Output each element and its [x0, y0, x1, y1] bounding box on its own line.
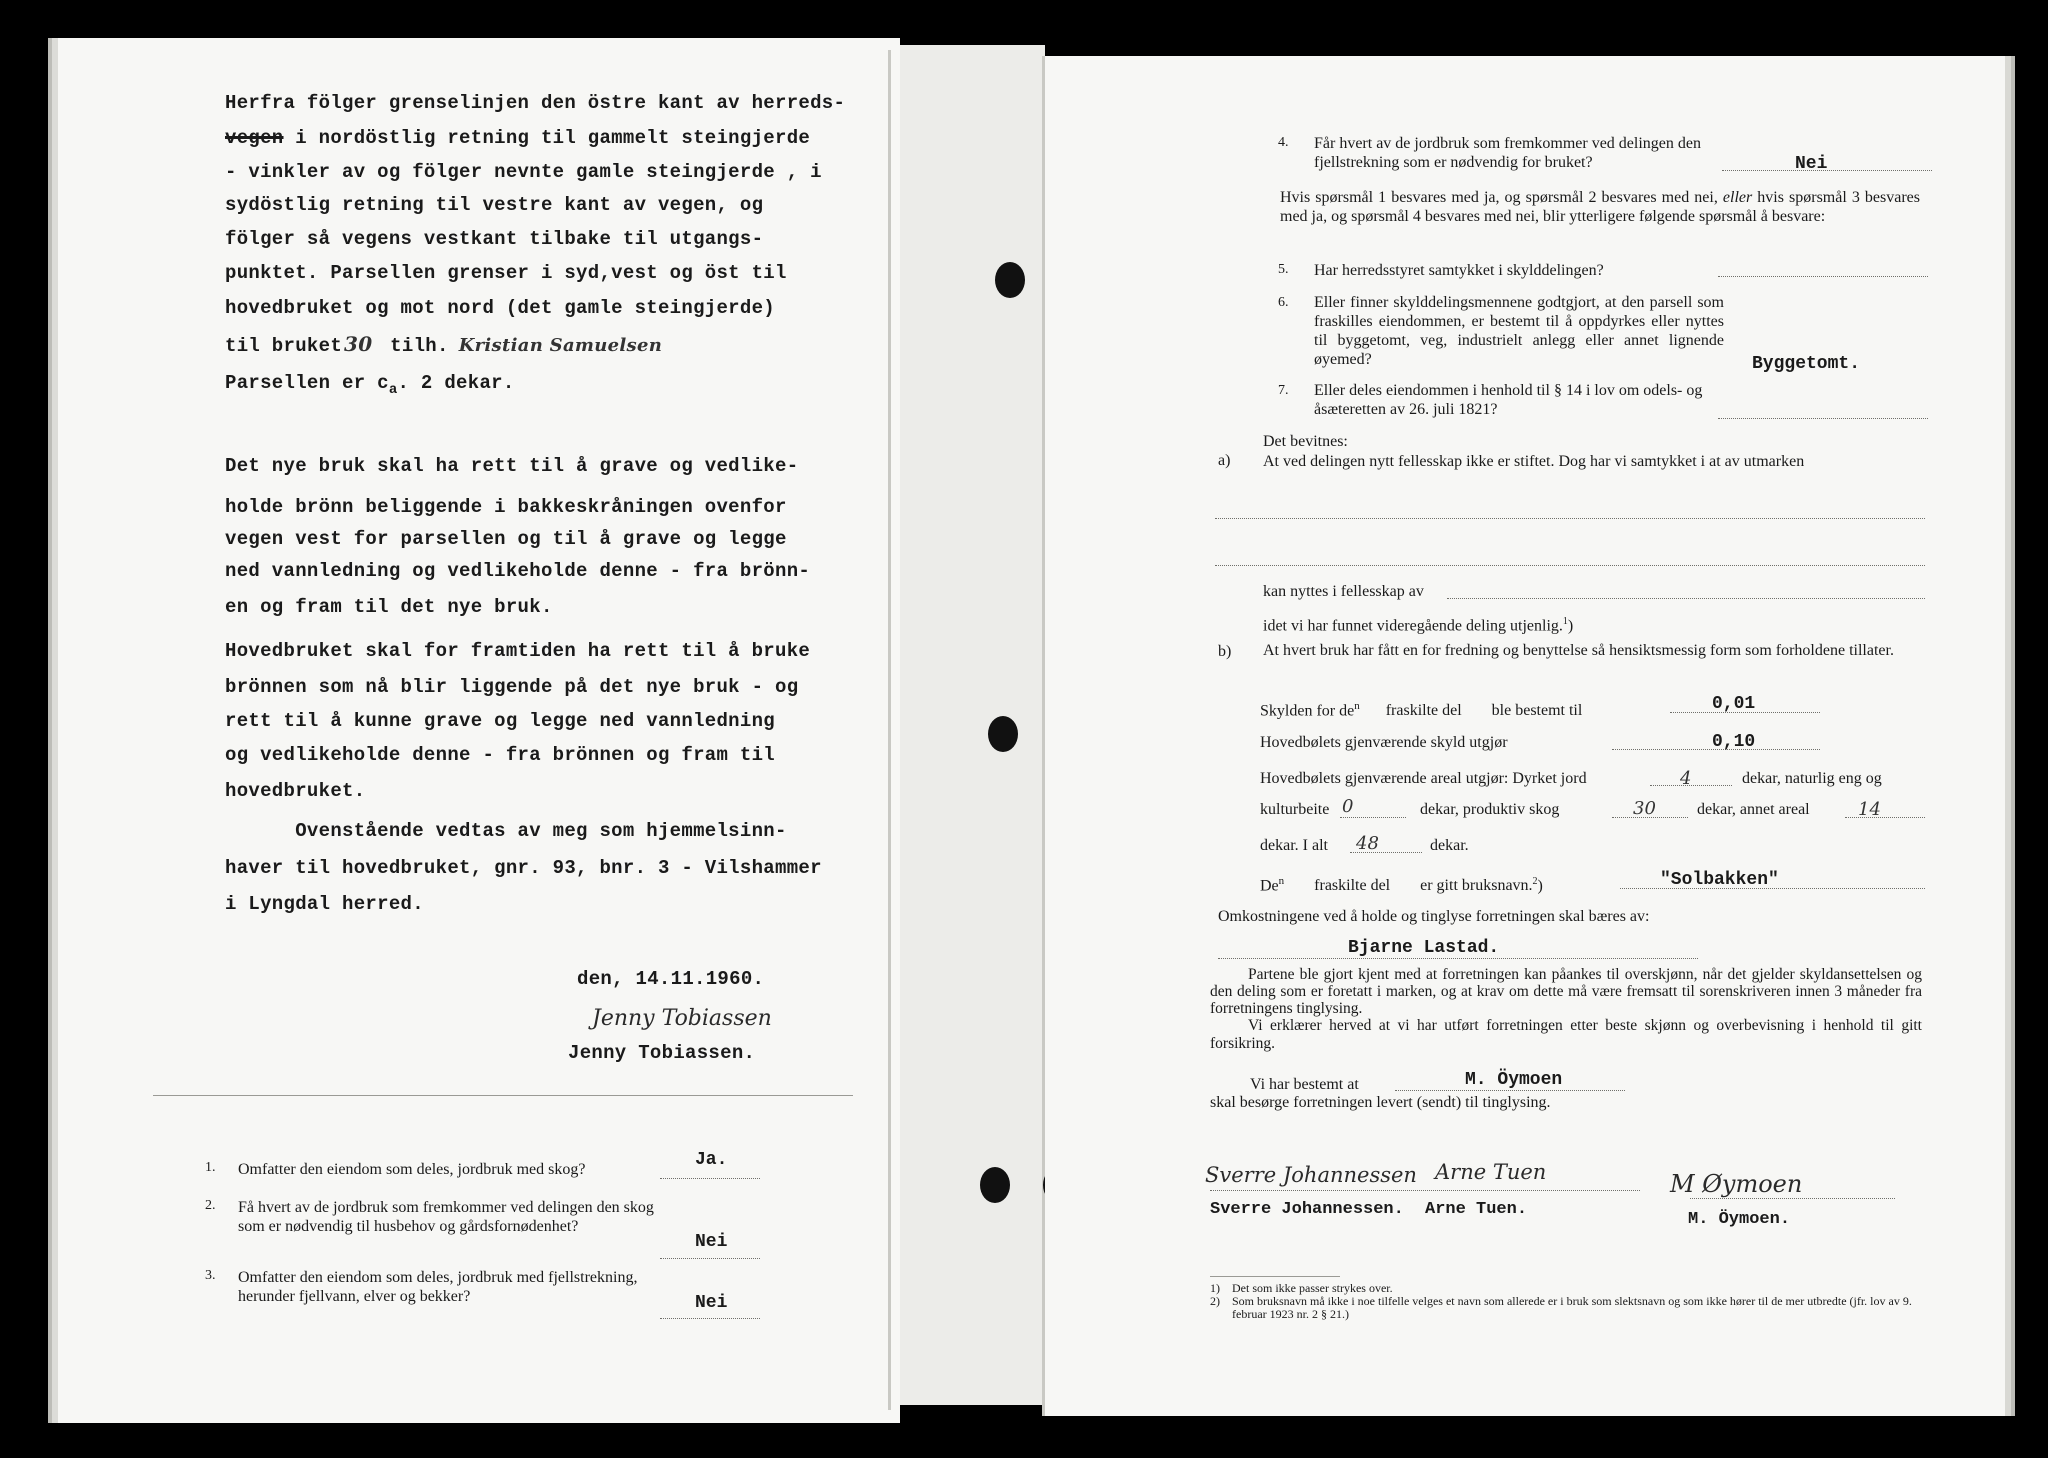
question-number: 5. — [1278, 262, 1289, 277]
typed-line: rett til å kunne grave og legge ned vannledning — [225, 710, 775, 732]
question-number: 3. — [205, 1268, 216, 1283]
bestemt-value: M. Öymoen — [1465, 1070, 1563, 1090]
typed-line — [225, 161, 822, 183]
text-part: er gitt bruksnavn. — [1420, 877, 1533, 895]
typed-signature-name: Sverre Johannessen. — [1210, 1200, 1404, 1219]
footnote-ref: 2 — [1532, 876, 1538, 887]
text-part: idet vi har funnet videregående deling utjenlig. — [1263, 617, 1563, 635]
typed-text: tilh. — [378, 335, 449, 357]
typed-line — [225, 297, 775, 319]
erklaerer-text: Vi erklærer herved at vi har utført forretningen etter beste skjønn og overbevisning i henhold til gitt forsikring. — [1210, 1017, 1922, 1052]
typed-text: Herfra fölger grenselinjen den östre kant av herreds- — [225, 92, 846, 114]
answer-line — [1718, 418, 1928, 419]
footnote-mark: 1) — [1210, 1281, 1220, 1295]
question-answer: Nei — [695, 1232, 728, 1252]
footnote-rule — [1210, 1276, 1340, 1277]
binding-hole — [988, 716, 1018, 752]
blank-line — [1215, 518, 1925, 519]
line-label: dekar. I alt — [1260, 837, 1328, 854]
answer-line — [1395, 1090, 1625, 1091]
typed-line — [225, 262, 787, 284]
binding-gutter — [900, 45, 1045, 1405]
item-text: At hvert bruk har fått en for fredning og benyttelse så hensiktsmessig form som forholdene tillater. — [1263, 642, 1894, 659]
line-label: dekar, naturlig eng og — [1742, 770, 1882, 787]
question-text: Omfatter den eiendom som deles, jordbruk med skog? — [238, 1161, 586, 1178]
struck-text: vegen — [225, 127, 284, 149]
question-number: 4. — [1278, 135, 1289, 150]
date-line: den, 14.11.1960. — [577, 968, 765, 990]
skylden-value: 0,01 — [1712, 694, 1756, 714]
answer-line — [1218, 958, 1698, 959]
typed-line: brönnen som nå blir liggende på det nye bruk - og — [225, 676, 799, 698]
footnote-text: Som bruksnavn må ikke i noe tilfelle velges et navn som allerede er i bruk som slektsnavn og som ikke hører til de mer utbredte (jfr. lov av 9. februar 1923 nr. 2 § 21.) — [1232, 1294, 1912, 1321]
line-label: kan nyttes i fellesskap av — [1263, 583, 1424, 600]
typed-line — [225, 92, 845, 114]
line-text — [1263, 613, 1573, 635]
typed-text: hovedbruket og mot nord (det gamle steingjerde) — [225, 297, 775, 319]
question-answer: Nei — [695, 1293, 728, 1313]
typed-line: Hovedbruket skal for framtiden ha rett til å bruke — [225, 640, 811, 662]
annet-value: 14 — [1858, 799, 1881, 820]
dyrket-value: 4 — [1680, 768, 1692, 789]
typed-text: sydöstlig retning til vestre kant av vegen, og — [225, 194, 764, 216]
text-part: hvis spørsmål 3 besvares med ja, og spørsmål 4 besvares med nei, blir ytterligere følgende spørsmål å besvare: — [1280, 189, 1920, 225]
answer-line — [1340, 817, 1406, 818]
binding-hole — [995, 262, 1025, 298]
bruksnavn-value: "Solbakken" — [1660, 870, 1779, 890]
typed-line-bruket — [225, 332, 662, 357]
typed-line: vegen vest for parsellen og til å grave og legge — [225, 528, 787, 550]
answer-line — [1718, 276, 1928, 277]
section-heading: Det bevitnes: — [1263, 433, 1348, 450]
question-text: Får hvert av de jordbruk som fremkommer ved delingen den fjellstrekning som er nødvendig for bruket? — [1314, 135, 1701, 171]
condition-text — [1280, 188, 1920, 226]
line-label: dekar. — [1430, 837, 1469, 854]
typed-signature-name: Jenny Tobiassen. — [568, 1042, 756, 1064]
question-number: 6. — [1278, 295, 1289, 310]
text-part: Hvis spørsmål 1 besvares med ja, og spørsmål 2 besvares med nei, — [1280, 189, 1723, 206]
answer-line — [1845, 817, 1925, 818]
signature-line — [1690, 1198, 1895, 1199]
text-part: ) — [1537, 877, 1543, 895]
typed-text: Parsellen er c — [225, 372, 389, 394]
bruksnavn-line — [1260, 872, 1543, 895]
question-text: Få hvert av de jordbruk som fremkommer ved delingen den skog som er nødvendig til husbehov og gårdsfornødenhet? — [238, 1199, 654, 1235]
typed-line: haver til hovedbruket, gnr. 93, bnr. 3 - Vilshammer — [225, 857, 822, 879]
line-label: dekar, annet areal — [1697, 801, 1810, 818]
left-page — [58, 38, 900, 1423]
typed-text: - vinkler av og fölger nevnte gamle steingjerde , i — [225, 161, 822, 183]
question-text: Omfatter den eiendom som deles, jordbruk med fjellstrekning, herunder fjellvann, elver og bekker? — [238, 1269, 638, 1305]
typed-text: punktet. Parsellen grenser i syd,vest og öst til — [225, 262, 787, 284]
text-part: ) — [1567, 617, 1574, 635]
question-text: Eller deles eiendommen i henhold til § 14 i lov om odels- og åsæteretten av 26. juli 1821? — [1314, 382, 1703, 418]
footnote-text: Det som ikke passer strykes over. — [1232, 1281, 1393, 1295]
blank-line — [1447, 598, 1925, 599]
handwritten-sup: n — [1278, 875, 1285, 887]
text-part: ble bestemt til — [1491, 702, 1583, 720]
question-text: Eller finner skylddelingsmennene godtgjort, at den parsell som fraskilles eiendommen, er bestemt til å oppdyrkes eller nyttes til byggetomt, veg, industrielt anlegg eller annet lignende øyemed? — [1314, 294, 1724, 368]
typed-line: en og fram til det nye bruk. — [225, 596, 553, 618]
item-text: At ved delingen nytt fellesskap ikke er stiftet. Dog har vi samtykket i at av utmarken — [1263, 453, 1805, 470]
typed-line-parsell — [225, 372, 515, 398]
text-part: De — [1260, 877, 1279, 895]
line-label: Hovedbølets gjenværende areal utgjør: Dyrket jord — [1260, 770, 1587, 787]
typed-line: ned vannledning og vedlikeholde denne - fra brönn- — [225, 560, 811, 582]
question-number: 2. — [205, 1198, 216, 1213]
handwritten-signature: M Øymoen — [1670, 1170, 1803, 1198]
handwritten-signature: Arne Tuen — [1435, 1160, 1547, 1184]
text-emphasis: eller — [1722, 189, 1753, 206]
question-answer: Ja. — [695, 1150, 728, 1170]
text-part: fraskilte del — [1385, 702, 1462, 720]
answer-line — [660, 1258, 760, 1259]
answer-line — [660, 1178, 760, 1179]
typed-text: fölger så vegens vestkant tilbake til utgangs- — [225, 228, 764, 250]
text-part: fraskilte del — [1314, 877, 1391, 895]
line-text: skal besørge forretningen levert (sendt) til tinglysing. — [1210, 1094, 1551, 1111]
ialt-value: 48 — [1356, 833, 1379, 854]
question-number: 7. — [1278, 383, 1289, 398]
question-answer: Nei — [1795, 154, 1828, 174]
item-label: b) — [1218, 643, 1232, 660]
question-answer: Byggetomt. — [1752, 354, 1861, 374]
typed-line: holde brönn beliggende i bakkeskråningen ovenfor — [225, 496, 787, 518]
line-label: Omkostningene ved å holde og tinglyse forretningen skal bæres av: — [1218, 908, 1650, 925]
typed-line: i Lyngdal herred. — [225, 893, 424, 915]
blank-line — [1215, 565, 1925, 566]
fold-line-left — [888, 50, 891, 1410]
item-label: a) — [1218, 452, 1231, 469]
line-label: kulturbeite — [1260, 801, 1330, 818]
footnote-mark: 2) — [1210, 1294, 1220, 1308]
typed-line: og vedlikeholde denne - fra brönnen og fram til — [225, 744, 775, 766]
footnote-ref: 1 — [1562, 616, 1568, 627]
typed-line — [225, 127, 810, 149]
typed-line — [225, 194, 763, 216]
line-label: Hovedbølets gjenværende skyld utgjør — [1260, 734, 1508, 751]
skylden-line — [1260, 697, 1582, 720]
omkost-value: Bjarne Lastad. — [1348, 938, 1500, 958]
handwritten-signature: Sverre Johannessen — [1205, 1163, 1417, 1187]
question-number: 1. — [205, 1160, 216, 1175]
typed-text: . 2 dekar. — [397, 372, 515, 394]
typed-line: Det nye bruk skal ha rett til å grave og vedlike- — [225, 455, 799, 477]
skyld-value: 0,10 — [1712, 732, 1756, 752]
typed-line: hovedbruket. — [225, 780, 366, 802]
binding-hole — [980, 1167, 1010, 1203]
typed-line: Ovenstående vedtas av meg som hjemmelsinn- — [225, 820, 787, 842]
question-text: Har herredsstyret samtykket i skylddelingen? — [1314, 262, 1604, 279]
typed-sub: a — [388, 381, 398, 398]
right-page — [1045, 56, 2005, 1416]
section-rule — [153, 1095, 853, 1096]
signature-line — [1210, 1190, 1640, 1191]
handwritten-name: Kristian Samuelsen — [458, 335, 663, 356]
partene-text: Partene ble gjort kjent med at forretningen kan påankes til overskjønn, når det gjelder skyldansettelsen og den deling som er foretatt i marken, og at krav om dette må være fremsatt til sorenskriveren innen 3 måneder fra forretningens tinglysing. — [1210, 966, 1922, 1017]
typed-signature-name: M. Öymoen. — [1688, 1210, 1791, 1229]
line-label: Vi har bestemt at — [1250, 1076, 1359, 1093]
typed-signature-name: Arne Tuen. — [1425, 1200, 1528, 1219]
handwritten-signature: Jenny Tobiassen — [592, 1006, 772, 1031]
handwritten-number: 30 — [344, 332, 373, 356]
typed-text: i nordöstlig retning til gammelt steingjerde — [283, 127, 811, 149]
handwritten-sup: n — [1354, 700, 1360, 712]
typed-text: til bruket — [225, 335, 343, 357]
produktiv-value: 30 — [1633, 798, 1656, 819]
answer-line — [660, 1318, 760, 1319]
kulturbeite-value: 0 — [1342, 796, 1354, 817]
line-label: dekar, produktiv skog — [1420, 801, 1560, 818]
text-part: Skylden for de — [1260, 702, 1355, 720]
typed-line — [225, 228, 763, 250]
